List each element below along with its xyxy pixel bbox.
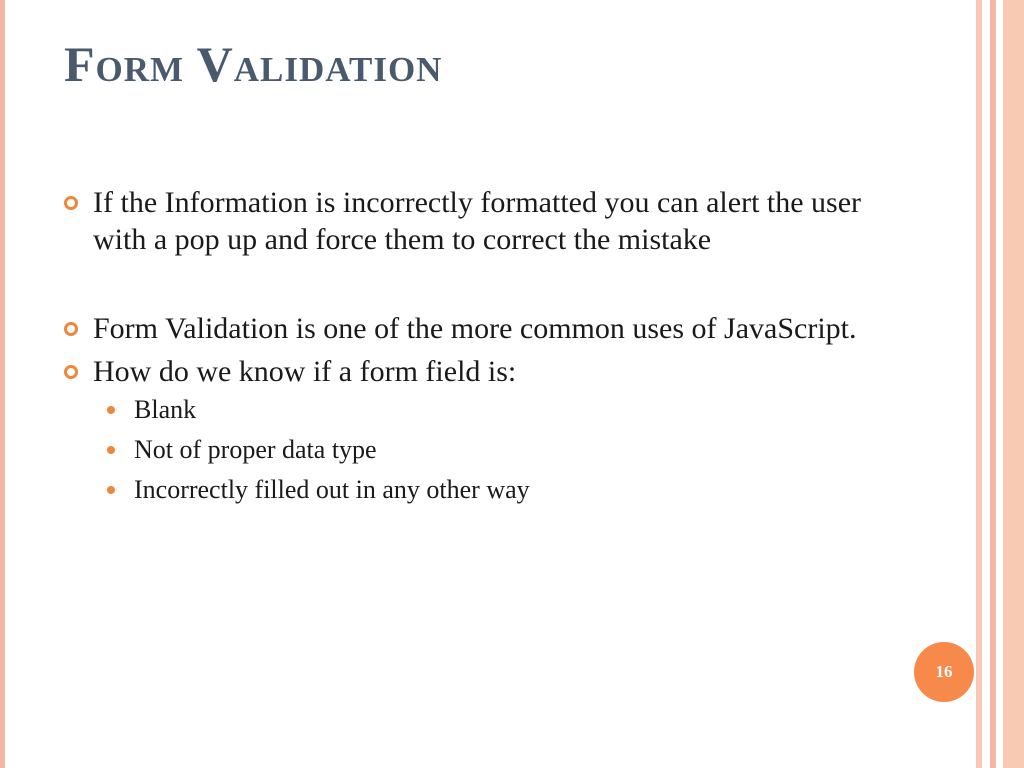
left-border-decoration [0, 0, 5, 768]
sub-bullet-item [64, 470, 884, 510]
dot-bullet-icon [107, 406, 115, 414]
bullet-text: Form Validation is one of the more common uses of JavaScript. [93, 312, 857, 345]
slide-content [64, 184, 884, 510]
slide-title: Form Validation [64, 36, 443, 92]
sub-bullet-text: Incorrectly filled out in any other way [134, 475, 530, 504]
circle-bullet-icon [64, 322, 78, 336]
sub-bullet-item [64, 390, 884, 430]
sub-bullet-text: Blank [134, 395, 197, 424]
right-stripes-decoration [976, 0, 1024, 768]
sub-bullet-item [64, 430, 884, 470]
circle-bullet-icon [64, 196, 78, 210]
dot-bullet-icon [107, 446, 115, 454]
bullet-text: How do we know if a form field is: [93, 355, 517, 388]
dot-bullet-icon [107, 486, 115, 494]
bullet-item [64, 353, 884, 390]
bullet-item [64, 184, 884, 258]
sub-bullet-text: Not of proper data type [134, 435, 377, 464]
bullet-text: If the Information is incorrectly formatted you can alert the user with a pop up and force them to correct the mistake [93, 186, 862, 256]
bullet-item [64, 310, 884, 347]
circle-bullet-icon [64, 365, 78, 379]
page-number-badge: 16 [914, 642, 974, 702]
